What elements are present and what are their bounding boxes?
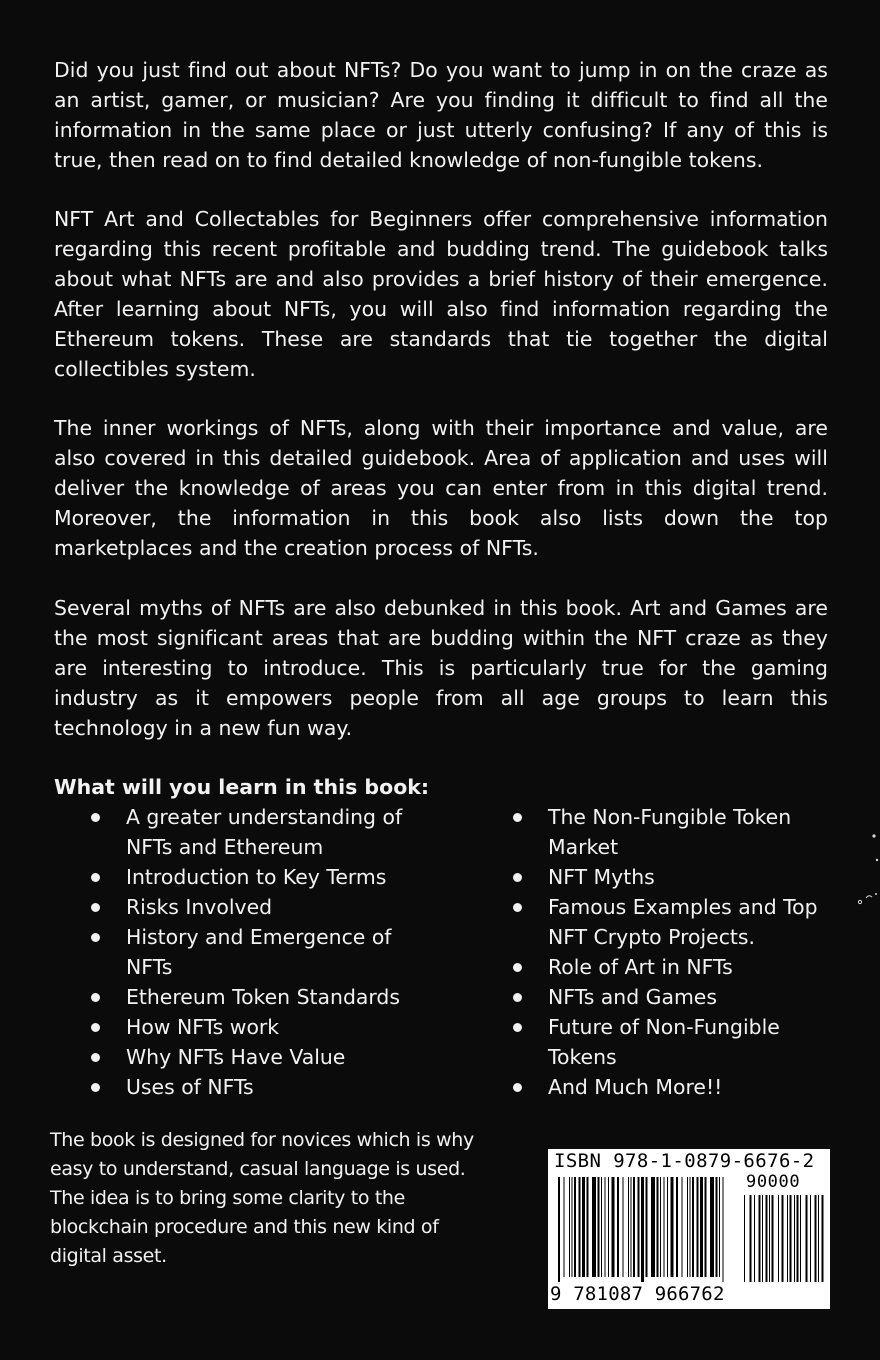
decorative-specks — [852, 826, 880, 916]
barcode-bar — [782, 1195, 784, 1282]
barcode-bar — [719, 1177, 720, 1277]
barcode-bar — [822, 1195, 824, 1282]
barcode-bar — [754, 1195, 755, 1282]
barcode-bar — [587, 1177, 589, 1277]
list-item: And Much More!! — [476, 1072, 826, 1102]
barcode-bar — [628, 1177, 629, 1277]
barcode-bar — [558, 1177, 560, 1282]
barcode-bar — [612, 1177, 615, 1277]
barcode-bar — [572, 1177, 573, 1277]
barcode-bar — [790, 1195, 792, 1282]
barcode-bar — [716, 1177, 718, 1277]
list-item: Uses of NFTs — [54, 1072, 414, 1102]
learn-list-left — [54, 802, 414, 1102]
barcode-bar — [766, 1195, 768, 1282]
barcode-bar — [710, 1177, 714, 1277]
barcode-bar — [638, 1177, 640, 1277]
list-item: Ethereum Token Standards — [54, 982, 414, 1012]
barcode-bar — [617, 1177, 619, 1277]
barcode-bar — [641, 1177, 644, 1282]
barcode-bar — [623, 1177, 624, 1277]
barcode-bar — [750, 1195, 752, 1282]
barcode-bar — [787, 1195, 788, 1282]
barcode-bar — [769, 1195, 770, 1282]
barcode-bar — [772, 1195, 774, 1282]
barcode-bar — [697, 1177, 699, 1277]
barcode-bar — [778, 1195, 779, 1282]
barcode-bar — [601, 1177, 602, 1277]
list-item: Why NFTs Have Value — [54, 1042, 414, 1072]
list-item: Future of Non-Fungible Tokens — [476, 1012, 826, 1072]
blurb-paragraph-2: NFT Art and Collectables for Beginners offer comprehensive information regarding this recent profitable and budding trend. The guidebook talks about what NFTs are and also provides a brief history of their emergence. After learning about NFTs, you will also find information regarding the Ethereum tokens. These are standards that tie together the digital collectibles system. — [54, 207, 828, 381]
list-item: How NFTs work — [54, 1012, 414, 1042]
speck — [875, 893, 877, 895]
barcode-bar — [671, 1177, 674, 1277]
barcode-bar — [667, 1177, 668, 1277]
list-item: NFTs and Games — [476, 982, 826, 1012]
list-item: Famous Examples and Top NFT Crypto Projects. — [476, 892, 826, 952]
barcode-bar — [592, 1177, 596, 1277]
barcode-bar — [744, 1195, 745, 1282]
barcode-bar — [574, 1177, 576, 1277]
barcode-bar — [608, 1177, 609, 1277]
barcode-bar — [598, 1177, 600, 1277]
ean-digits: 9 781087 966762 — [550, 1283, 725, 1305]
blurb-paragraph-4: Several myths of NFTs are also debunked in this book. Art and Games are the most significant areas that are budding within the NFT craze as they are interesting to introduce. This is particularly true for the gaming industry as it empowers people from all age groups to learn this technology in a new fun way. — [54, 596, 828, 740]
barcode-bar — [806, 1195, 808, 1282]
speck — [866, 896, 872, 898]
barcode-bar — [690, 1177, 691, 1277]
barcode-bar — [692, 1177, 694, 1277]
list-item: A greater understanding of NFTs and Ethereum — [54, 802, 414, 862]
blurb-paragraph-1: Did you just find out about NFTs? Do you want to jump in on the craze as an artist, gamer, or musician? Are you finding it difficult to find all the information in the same place or just utterly confusing? If any of this is true, then read on to find detailed knowledge of non-fungible tokens. — [54, 58, 828, 172]
barcode-bar — [682, 1177, 683, 1277]
barcode-bar — [759, 1195, 761, 1282]
barcode-bar — [800, 1195, 801, 1282]
barcode-bar — [633, 1177, 635, 1277]
barcode-bar — [664, 1177, 665, 1277]
blurb-paragraph-3: The inner workings of NFTs, along with their importance and value, are also covered in this detailed guidebook. Area of application and uses will deliver the knowledge of areas you can enter from in this digital trend. Moreover, the information in this book also lists down the top marketplaces and the creation process of NFTs. — [54, 416, 828, 560]
barcode-bar — [582, 1177, 585, 1277]
barcode-bar — [818, 1195, 819, 1282]
barcode-bar — [705, 1177, 707, 1277]
list-item: The Non-Fungible Token Market — [476, 802, 826, 862]
speck — [876, 859, 878, 861]
barcode-bar — [797, 1195, 799, 1282]
barcode-bar — [657, 1177, 659, 1277]
closing-note: The book is designed for novices which is why easy to understand, casual language is used. The idea is to bring some clarity to the blockchain procedure and this new kind of digital asset. — [50, 1129, 474, 1267]
barcode-bar — [651, 1177, 655, 1277]
barcode-bar — [810, 1195, 811, 1282]
list-item: Risks Involved — [54, 892, 414, 922]
price-code: 90000 — [746, 1172, 801, 1192]
learn-list-right — [476, 802, 826, 1102]
barcode-bar — [676, 1177, 678, 1277]
barcode-bar — [631, 1177, 632, 1277]
barcode-bar — [564, 1177, 565, 1277]
barcode-bar — [569, 1177, 570, 1277]
speck — [858, 900, 861, 903]
list-item: NFT Myths — [476, 862, 826, 892]
barcode-bar — [700, 1177, 703, 1277]
barcode-bar — [605, 1177, 606, 1277]
barcode-bar — [723, 1177, 724, 1282]
barcode-bar — [660, 1177, 661, 1277]
list-item: History and Emergence of NFTs — [54, 922, 414, 982]
learn-heading: What will you learn in this book: — [54, 775, 430, 799]
list-item: Role of Art in NFTs — [476, 952, 826, 982]
barcode-bar — [579, 1177, 581, 1277]
speck — [872, 834, 875, 837]
barcode-bar — [815, 1195, 817, 1282]
barcode-bar — [687, 1177, 688, 1277]
barcode-bar — [762, 1195, 763, 1282]
isbn-barcode — [548, 1149, 830, 1309]
barcode-bar — [646, 1177, 648, 1277]
list-item: Introduction to Key Terms — [54, 862, 414, 892]
isbn-text: ISBN 978-1-0879-6676-2 — [554, 1150, 815, 1172]
barcode-bar — [794, 1195, 795, 1282]
